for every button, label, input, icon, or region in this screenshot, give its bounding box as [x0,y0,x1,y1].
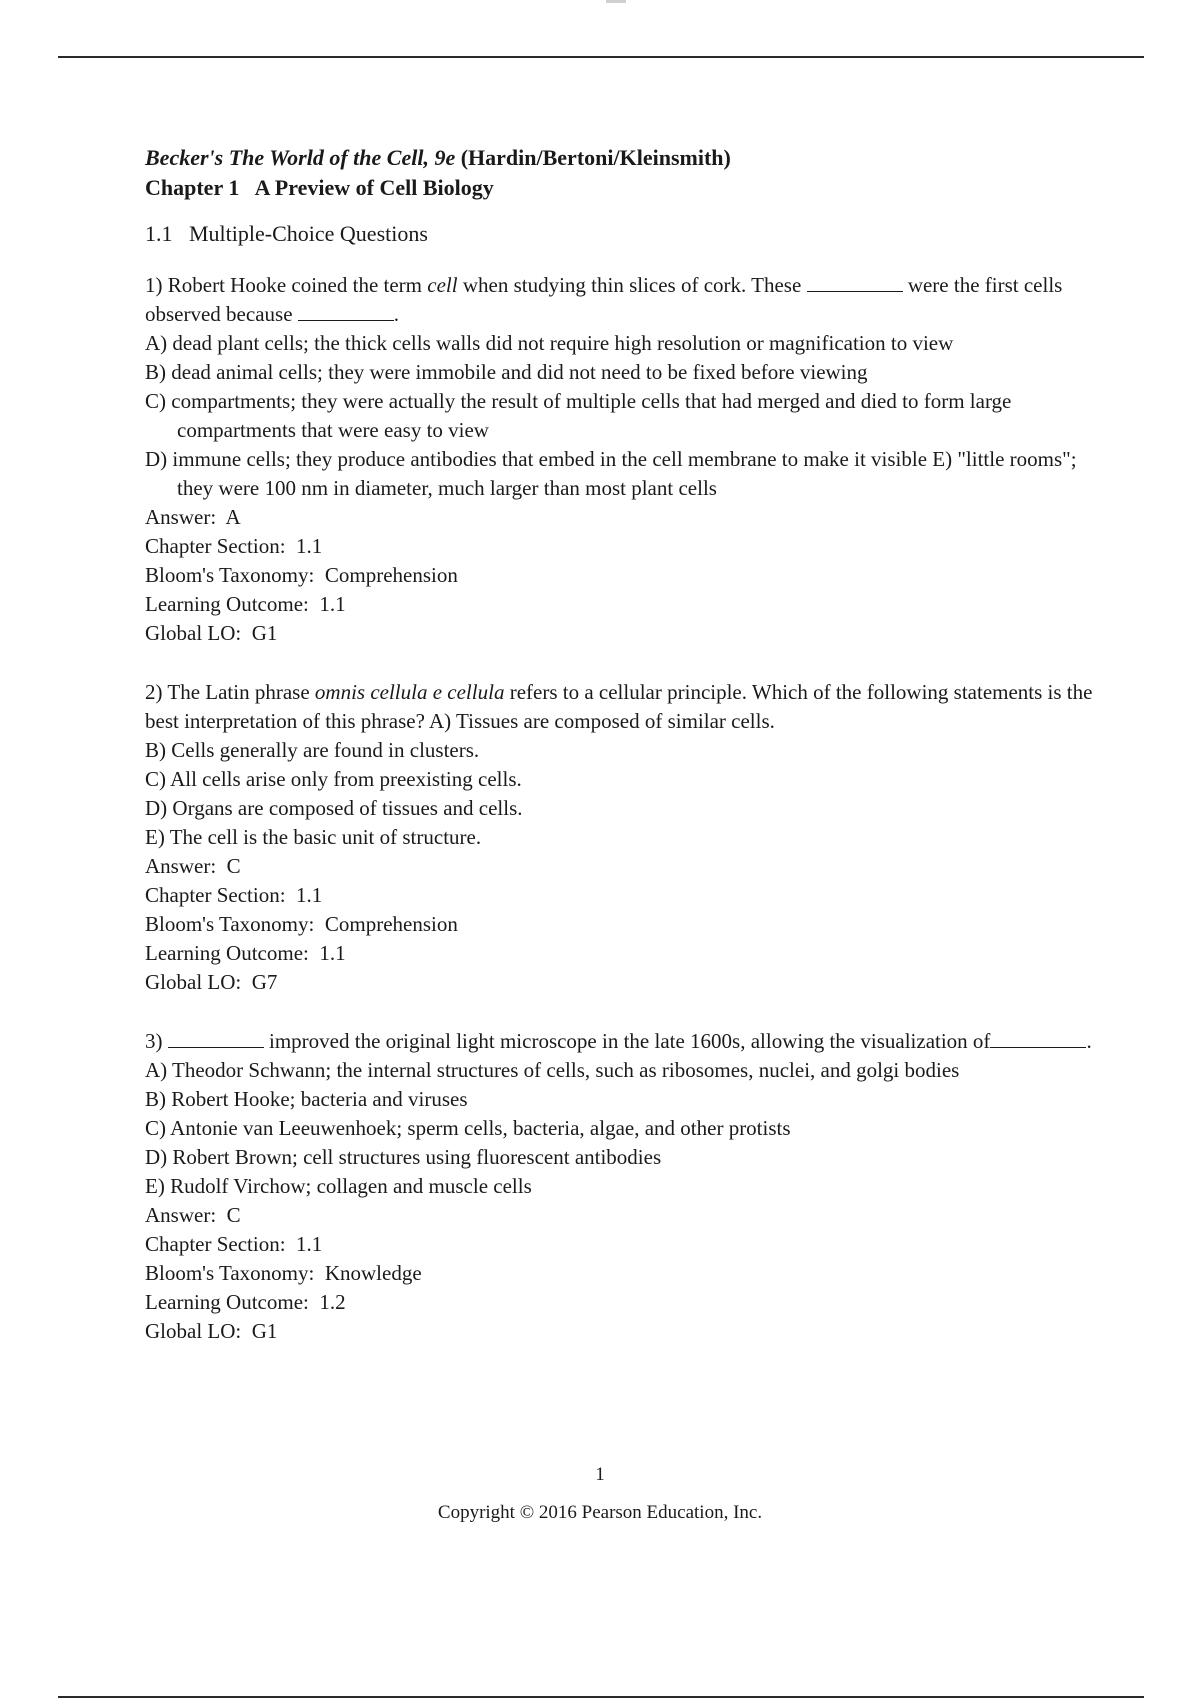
learning-outcome-line: Learning Outcome: 1.2 [145,1290,346,1314]
answer-blank [807,273,903,292]
question-stem [145,678,1105,736]
option-d: D) Robert Brown; cell structures using fluorescent antibodies [145,1145,662,1169]
book-title-line [145,143,1105,173]
book-authors: (Hardin/Bertoni/Kleinsmith) [460,145,731,170]
bloom-taxonomy-line: Bloom's Taxonomy: Comprehension [145,912,458,936]
option-e: E) The cell is the basic unit of structure. [145,825,482,849]
learning-outcome-line: Learning Outcome: 1.1 [145,592,346,616]
question-3 [145,1027,1105,1346]
chapter-section-line: Chapter Section: 1.1 [145,534,323,558]
answer-line: Answer: C [145,1203,241,1227]
chapter-section-line: Chapter Section: 1.1 [145,1232,323,1256]
stem-text: improved the original light microscope in the late 1600s, allowing the visualization of [269,1029,991,1053]
answer-line: Answer: A [145,505,241,529]
stem-text: . [1086,1029,1092,1053]
option-d: D) immune cells; they produce antibodies that embed in the cell membrane to make it visible E) "little rooms"; they were 100 nm in diameter, much larger than most plant cells [145,447,1077,500]
bloom-taxonomy-line: Bloom's Taxonomy: Knowledge [145,1261,422,1285]
learning-outcome-line: Learning Outcome: 1.1 [145,941,346,965]
stem-emphasis: cell [427,273,458,297]
page-number: 1 [595,1464,605,1485]
answer-line: Answer: C [145,854,241,878]
bloom-taxonomy-line: Bloom's Taxonomy: Comprehension [145,563,458,587]
bottom-rule [58,1696,1144,1698]
question-2 [145,678,1105,997]
section-title: 1.1 Multiple-Choice Questions [145,221,428,246]
question-stem [145,271,1105,329]
global-lo-line: Global LO: G1 [145,1319,278,1343]
option-e: E) Rudolf Virchow; collagen and muscle cells [145,1174,532,1198]
chapter-section-line: Chapter Section: 1.1 [145,883,323,907]
document-page [145,143,1105,1346]
stem-emphasis: omnis cellula e cellula [314,680,505,704]
stem-text: when studying thin slices of cork. These [462,273,802,297]
option-c: C) All cells arise only from preexisting cells. [145,767,522,791]
option-b: B) dead animal cells; they were immobile and did not need to be fixed before viewing [145,360,868,384]
answer-blank [298,302,394,321]
question-stem [145,1027,1105,1056]
stem-text: were the first cells observed because [145,273,1063,326]
question-number: 3) [145,1029,163,1053]
question-number: 2) [145,680,163,704]
copyright-notice: Copyright © 2016 Pearson Education, Inc. [437,1502,763,1523]
top-rule [58,56,1144,58]
stem-text: The Latin phrase [167,680,310,704]
question-1 [145,271,1105,648]
option-c: C) Antonie van Leeuwenhoek; sperm cells, bacteria, algae, and other protists [145,1116,791,1140]
option-b: B) Robert Hooke; bacteria and viruses [145,1087,468,1111]
answer-blank [168,1029,264,1048]
global-lo-line: Global LO: G7 [145,970,278,994]
global-lo-line: Global LO: G1 [145,621,278,645]
option-a: A) Theodor Schwann; the internal structures of cells, such as ribosomes, nuclei, and golgi bodies [145,1058,960,1082]
option-a: A) dead plant cells; the thick cells walls did not require high resolution or magnification to view [145,331,954,355]
option-d: D) Organs are composed of tissues and cells. [145,796,523,820]
book-title: Becker's The World of the Cell, 9e [145,145,456,170]
stem-text: . [393,302,400,326]
top-scan-mark [606,0,626,3]
option-b: B) Cells generally are found in clusters. [145,738,480,762]
stem-text: Robert Hooke coined the term [167,273,423,297]
option-c: C) compartments; they were actually the result of multiple cells that had merged and died to form large compartments that were easy to view [145,389,1012,442]
question-number: 1) [145,273,163,297]
stem-text: refers to a cellular principle. Which of the following statements is the best interpretation of this phrase? A) Tissues are composed of similar cells. [145,680,1093,733]
answer-blank [990,1029,1086,1048]
chapter-title: Chapter 1 A Preview of Cell Biology [145,175,494,200]
